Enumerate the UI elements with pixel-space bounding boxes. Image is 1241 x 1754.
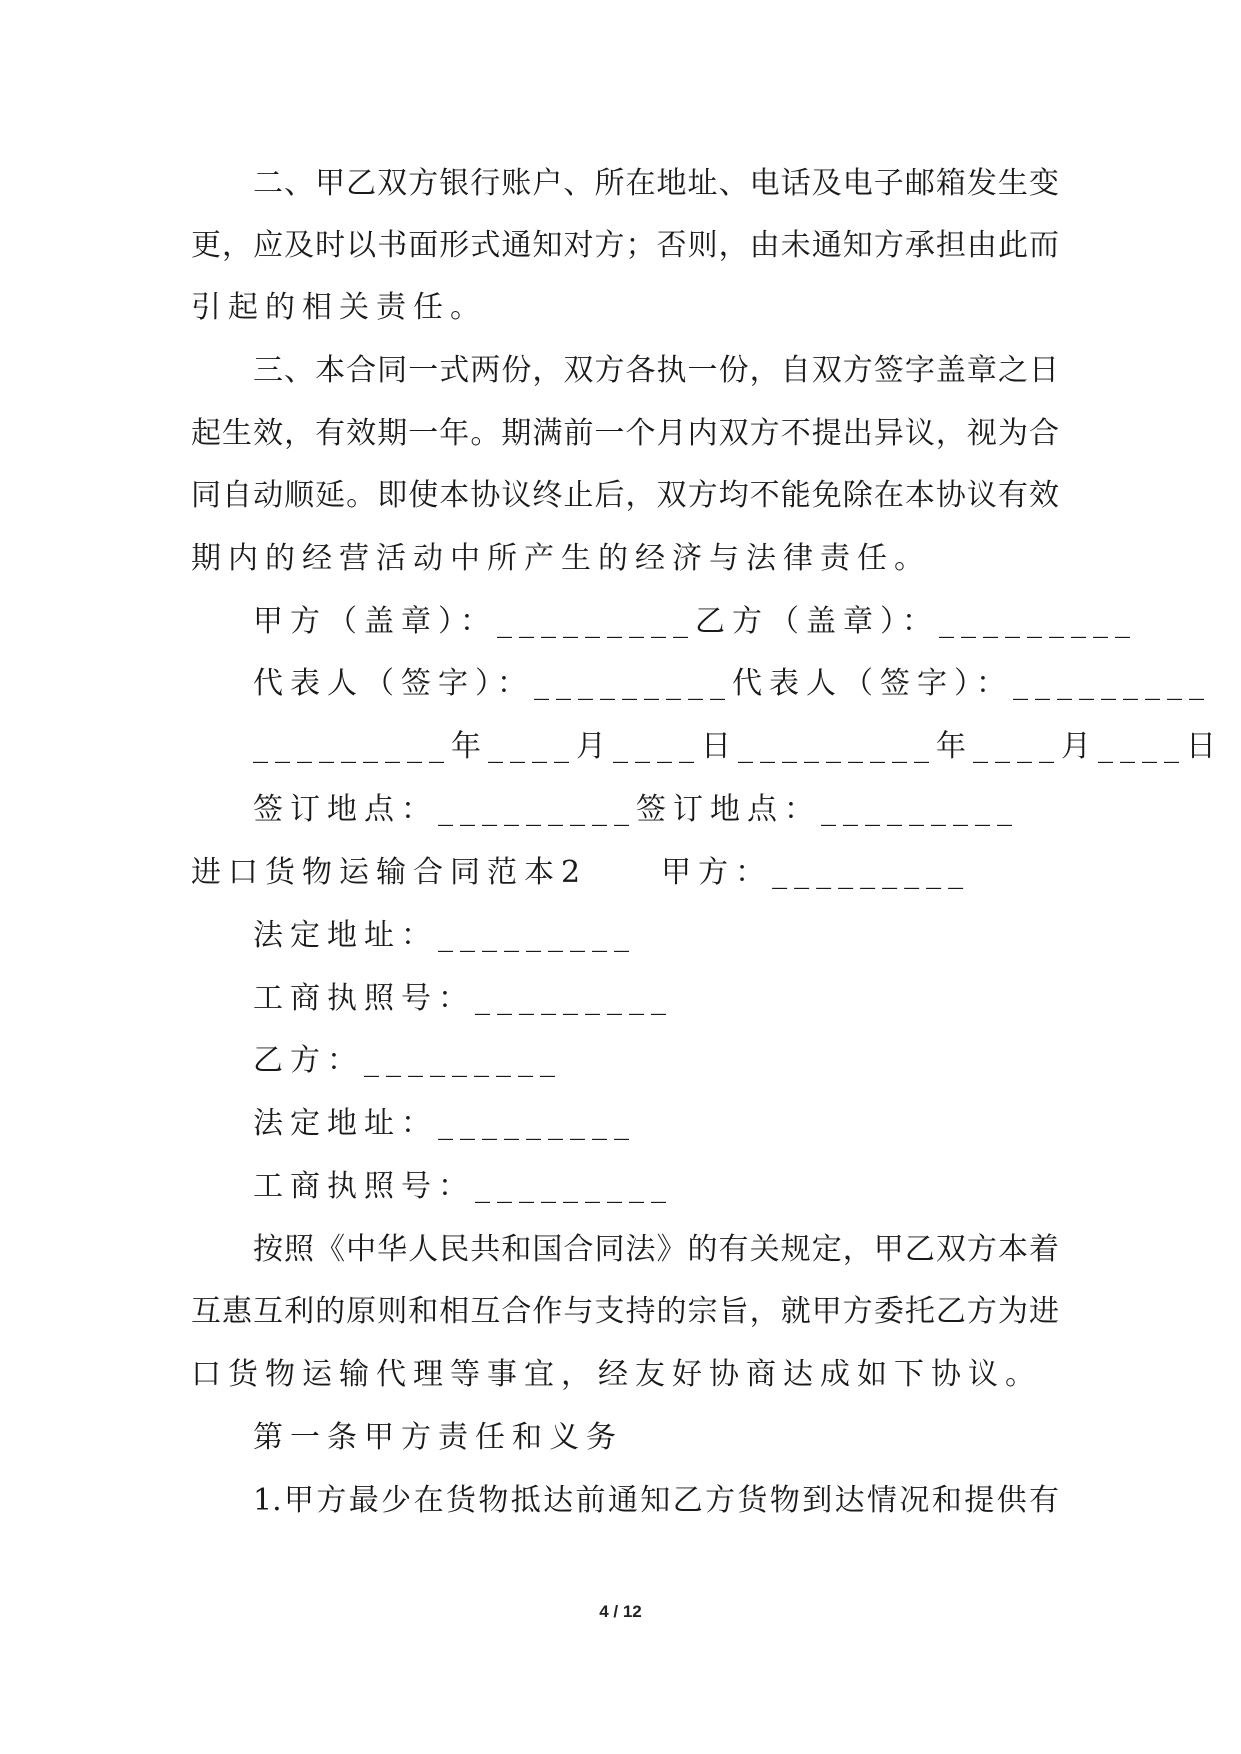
text-line: 更，应及时以书面形式通知对方；否则，由未通知方承担由此而	[191, 228, 1059, 263]
signature-line-date: _________年____月____日_________年____月____日	[253, 729, 1223, 764]
signature-line-place: 签订地点：_________签订地点：_________	[253, 792, 1019, 827]
text-line: 期内的经营活动中所产生的经济与法律责任。	[191, 541, 931, 576]
party-a-address: 法定地址：_________	[253, 918, 636, 953]
signature-line-seal: 甲方（盖章）：_________乙方（盖章）：_________	[253, 604, 1137, 639]
party-a-license: 工商执照号：_________	[253, 981, 673, 1016]
text-line: 互惠互利的原则和相互合作与支持的宗旨，就甲方委托乙方为进	[191, 1294, 1059, 1329]
text-line: 口货物运输代理等事宜，经友好协商达成如下协议。	[191, 1357, 1042, 1392]
text-line: 起生效，有效期一年。期满前一个月内双方不提出异议，视为合	[191, 416, 1059, 451]
text-line: 按照《中华人民共和国合同法》的有关规定，甲乙双方本着	[253, 1232, 1059, 1267]
text-line: 同自动顺延。即使本协议终止后，双方均不能免除在本协议有效	[191, 478, 1059, 513]
text-line: 引起的相关责任。	[191, 290, 487, 325]
text-line: 1.甲方最少在货物抵达前通知乙方货物到达情况和提供有	[253, 1483, 1059, 1518]
contract-title-line: 进口货物运输合同范本2 甲方：_________	[191, 855, 971, 890]
article-heading: 第一条甲方责任和义务	[253, 1420, 623, 1455]
party-b-license: 工商执照号：_________	[253, 1169, 673, 1204]
signature-line-representative: 代表人（签字）：_________代表人（签字）：_________	[253, 666, 1211, 701]
party-b-line: 乙方：_________	[253, 1043, 562, 1078]
text-line: 二、甲乙双方银行账户、所在地址、电话及电子邮箱发生变	[253, 166, 1059, 201]
text-line: 三、本合同一式两份，双方各执一份，自双方签字盖章之日	[253, 353, 1059, 388]
page-number: 4 / 12	[599, 1602, 642, 1621]
party-b-address: 法定地址：_________	[253, 1106, 636, 1141]
